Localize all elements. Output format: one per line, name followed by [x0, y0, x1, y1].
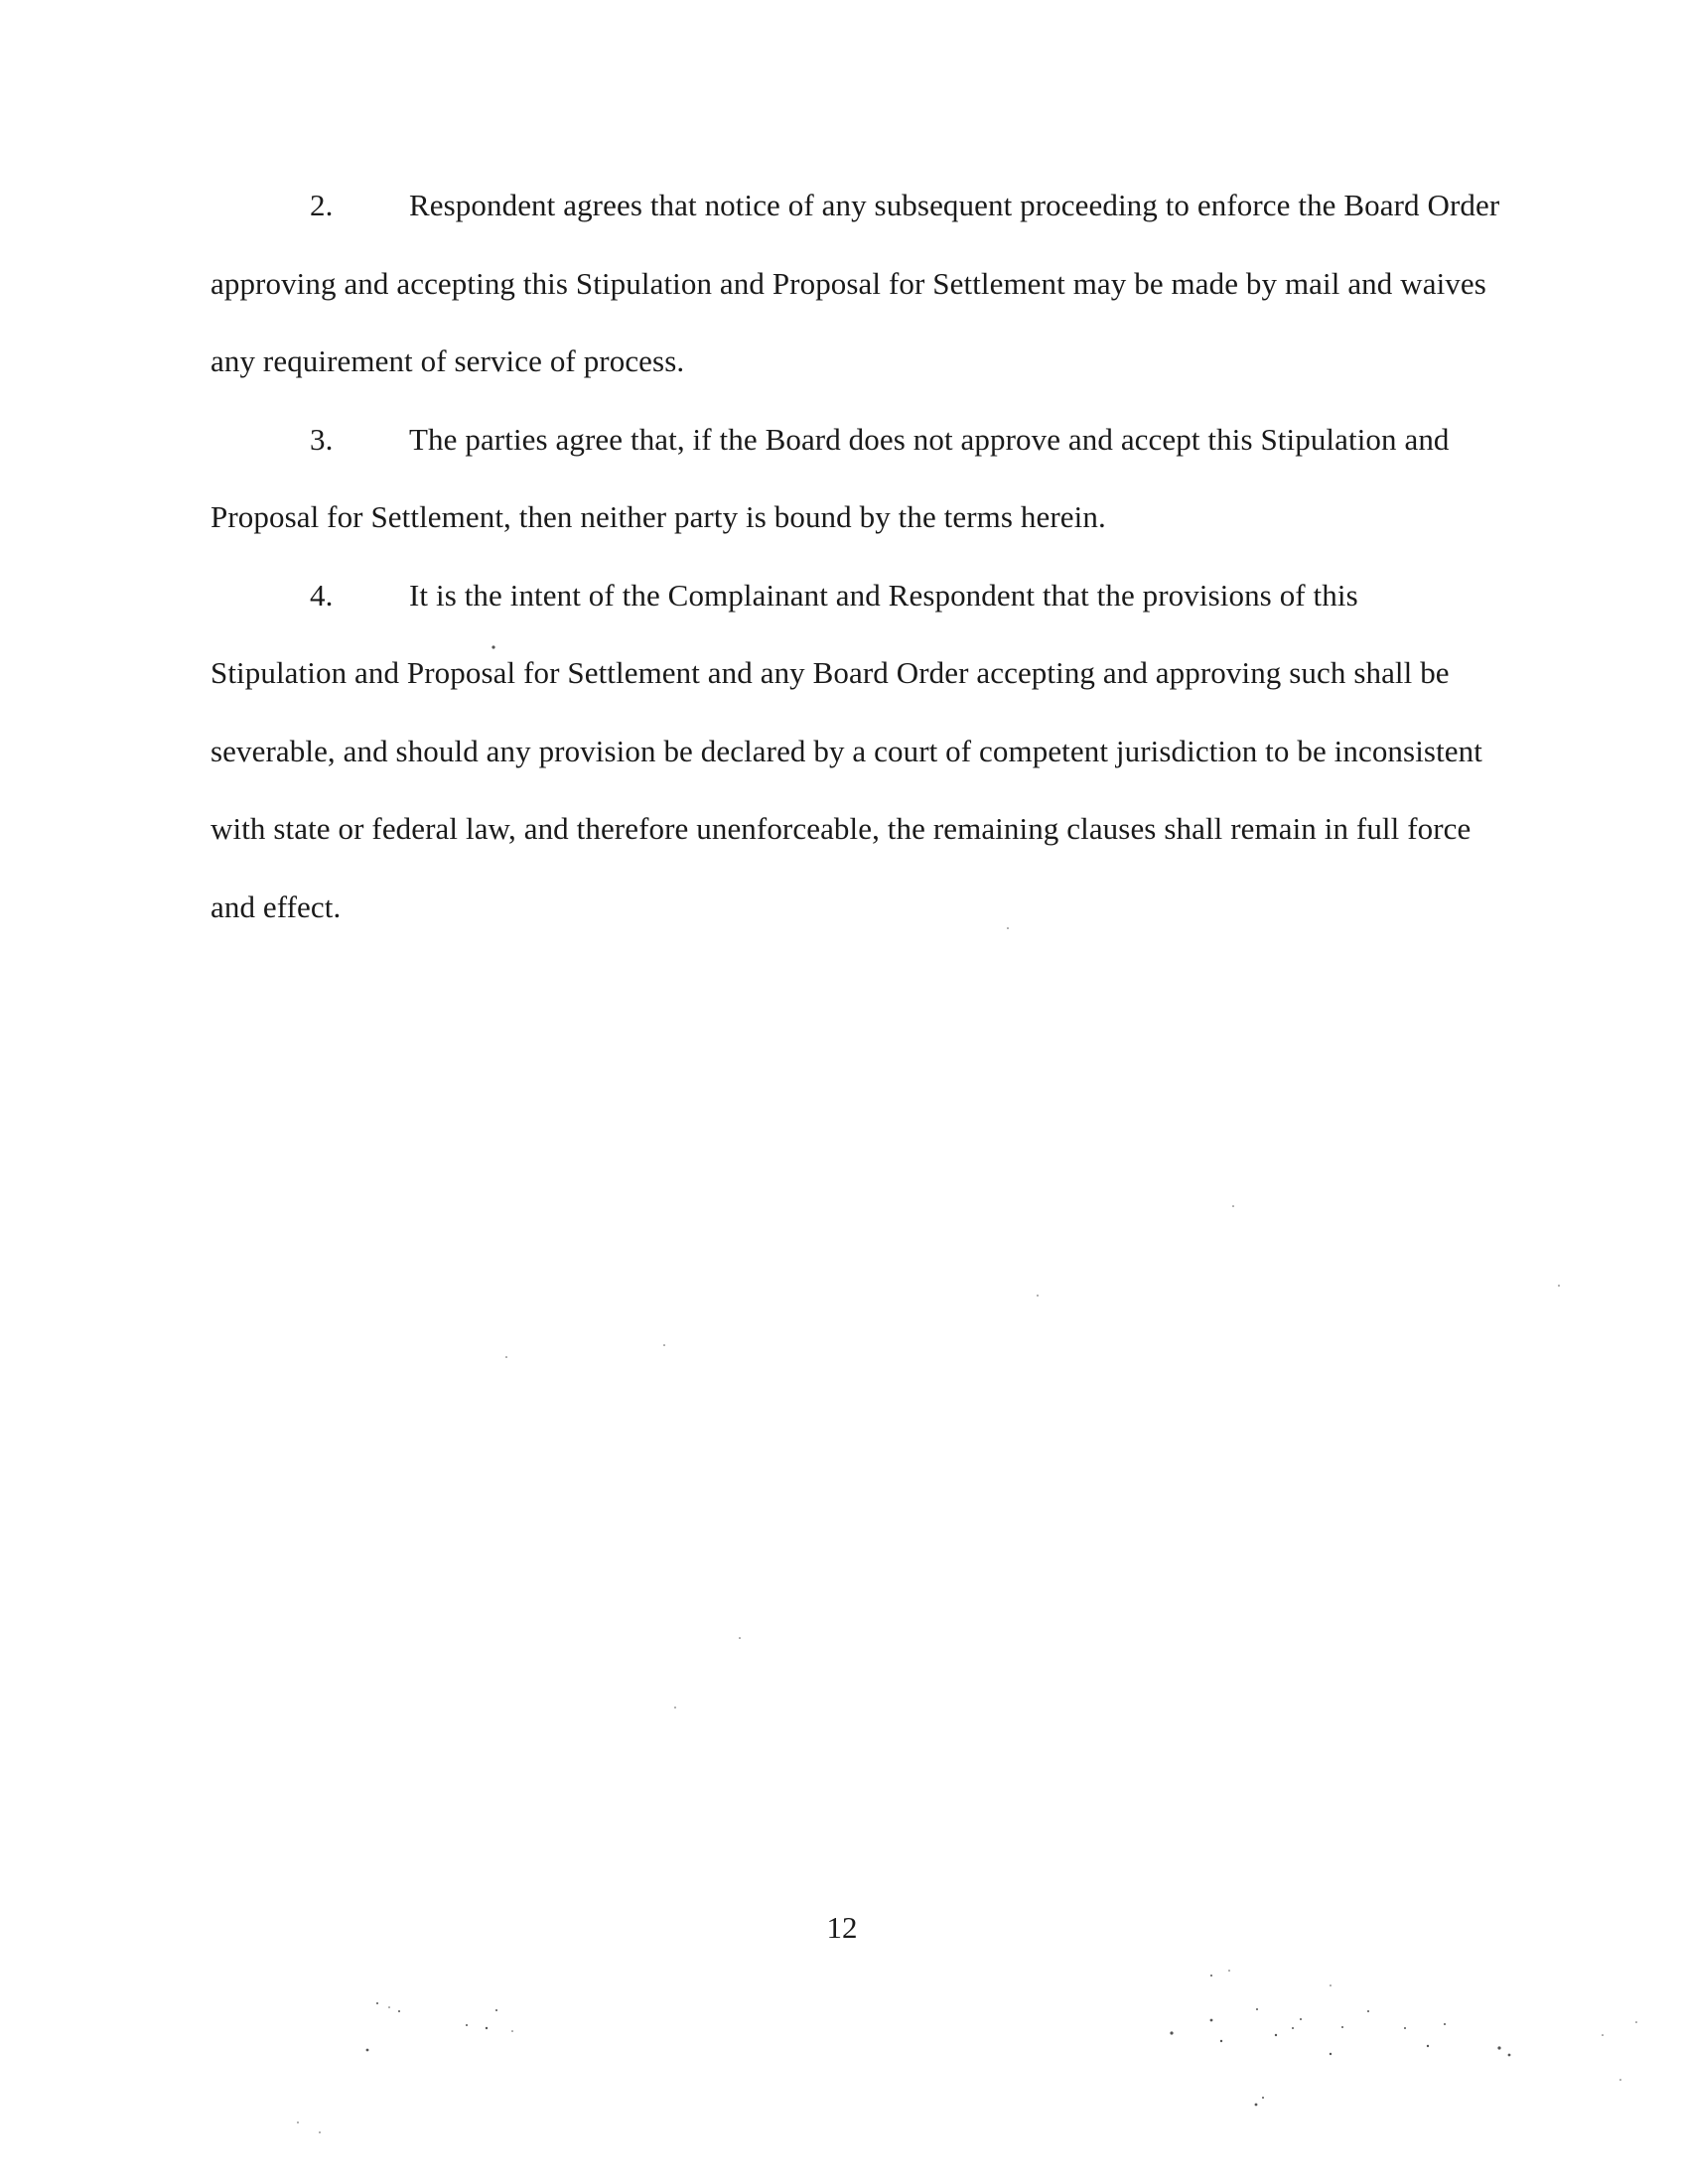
page-number: 12	[826, 1910, 858, 1945]
paragraph-text: It is the intent of the Complainant and Respondent that the provisions of this Stipulation and Proposal for Settlement and any Board Order accepting and approving such shall be severable, and should any provision be declared by a court of competent jurisdiction to be inconsistent with state or federal law, and therefore unenforceable, the remaining clauses shall remain in full force and effect.	[210, 577, 1482, 924]
document-body	[210, 167, 1501, 946]
paragraph-4	[210, 557, 1501, 947]
paragraph-2	[210, 167, 1501, 401]
paragraph-number: 2.	[310, 188, 334, 222]
paragraph-text: The parties agree that, if the Board does not approve and accept this Stipulation and Proposal for Settlement, then neither party is bound by the terms herein.	[210, 421, 1450, 534]
paragraph-number: 3.	[310, 421, 334, 457]
paragraph-text: Respondent agrees that notice of any subsequent proceeding to enforce the Board Order approving and accepting this Stipulation and Proposal for Settlement may be made by mail and waives any requirement of service of process.	[210, 188, 1500, 378]
paragraph-number: 4.	[310, 577, 334, 613]
paragraph-3	[210, 401, 1501, 557]
